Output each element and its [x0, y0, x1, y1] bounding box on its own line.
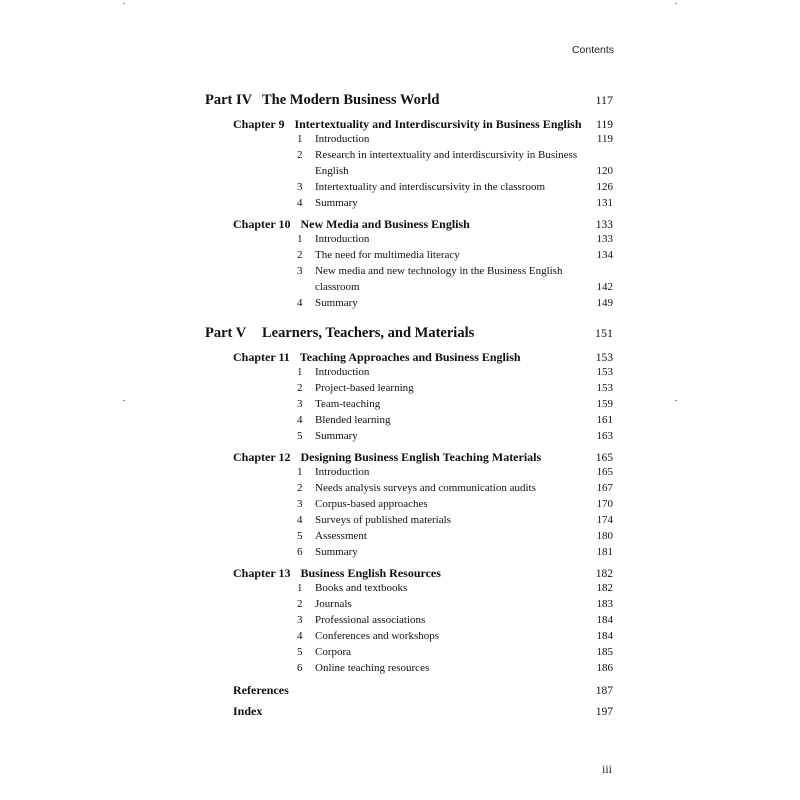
section-page-number: 184: [596, 630, 613, 642]
chapter-number: Chapter 10: [233, 217, 291, 231]
section-page-number: 184: [596, 614, 613, 626]
section-title: Introduction: [315, 133, 370, 145]
section-title: Introduction: [315, 233, 370, 245]
section-page-number: 185: [596, 646, 613, 658]
toc-section-row: [297, 149, 613, 164]
toc-section-row: [297, 514, 613, 529]
chapter-title: New Media and Business English: [300, 217, 470, 231]
section-title: Surveys of published materials: [315, 514, 451, 526]
section-number: 1: [297, 233, 303, 245]
section-page-number: 163: [596, 430, 613, 442]
toc-section-row: [297, 630, 613, 645]
toc-back-matter-row: [233, 704, 613, 720]
back-matter-title: References: [233, 683, 289, 697]
crop-mark: [123, 3, 125, 4]
section-page-number: 131: [596, 197, 613, 209]
toc-section-row: [297, 598, 613, 613]
section-title: Corpora: [315, 646, 352, 658]
toc-section-row: [297, 430, 613, 445]
toc-section-row: [297, 281, 613, 296]
toc-part-row: [205, 325, 613, 345]
crop-mark: [675, 3, 677, 4]
chapter-title: Business English Resources: [300, 566, 441, 580]
back-matter-page-number: 197: [595, 706, 613, 718]
toc-chapter-row: [233, 217, 613, 233]
toc-section-row: [297, 582, 613, 597]
section-page-number: 186: [596, 662, 613, 674]
section-number: 2: [297, 482, 303, 494]
section-title: Team-teaching: [315, 398, 381, 410]
section-page-number: 133: [596, 233, 613, 245]
section-page-number: 170: [596, 498, 613, 510]
section-number: 2: [297, 598, 303, 610]
part-number: Part IV: [205, 92, 253, 108]
section-number: 2: [297, 382, 303, 394]
section-page-number: 181: [596, 546, 613, 558]
section-title: Introduction: [315, 466, 370, 478]
toc-chapter-row: [233, 117, 613, 133]
section-title: Summary: [315, 430, 358, 442]
section-title: Corpus-based approaches: [315, 498, 428, 510]
section-title: Summary: [315, 197, 358, 209]
section-title: Introduction: [315, 366, 370, 378]
chapter-title: Designing Business English Teaching Materials: [300, 450, 542, 464]
section-title: English: [315, 165, 349, 177]
section-page-number: 180: [596, 530, 613, 542]
chapter-number: Chapter 13: [233, 566, 291, 580]
section-title: Conferences and workshops: [315, 630, 440, 642]
section-number: 1: [297, 366, 303, 378]
chapter-title: Teaching Approaches and Business English: [299, 350, 521, 364]
section-page-number: 142: [596, 281, 613, 293]
crop-mark: [123, 400, 125, 401]
section-page-number: 119: [596, 133, 613, 145]
section-page-number: 165: [596, 466, 613, 478]
toc-section-row: [297, 181, 613, 196]
section-number: 2: [297, 149, 303, 161]
toc-section-row: [297, 197, 613, 212]
toc-section-row: [297, 398, 613, 413]
part-title: The Modern Business World: [262, 92, 440, 108]
chapter-page-number: 133: [595, 219, 613, 231]
section-title: classroom: [315, 281, 360, 293]
section-title: Assessment: [315, 530, 367, 542]
section-number: 1: [297, 133, 303, 145]
toc-section-row: [297, 546, 613, 561]
section-number: 1: [297, 466, 303, 478]
section-title: Research in intertextuality and interdiscursivity in Business: [315, 149, 578, 161]
section-title: New media and new technology in the Business English: [315, 265, 563, 277]
section-page-number: 149: [596, 297, 613, 309]
toc-section-row: [297, 614, 613, 629]
section-number: 6: [297, 662, 303, 674]
toc-section-row: [297, 646, 613, 661]
chapter-page-number: 165: [595, 452, 613, 464]
toc-section-row: [297, 366, 613, 381]
section-number: 6: [297, 546, 303, 558]
back-matter-page-number: 187: [595, 685, 613, 697]
toc-section-row: [297, 382, 613, 397]
section-number: 5: [297, 530, 303, 542]
running-head: Contents: [571, 44, 614, 56]
section-number: 4: [297, 414, 303, 426]
section-title: Summary: [315, 546, 358, 558]
chapter-title: Intertextuality and Interdiscursivity in Business English: [294, 117, 582, 131]
section-page-number: 159: [596, 398, 613, 410]
section-number: 3: [297, 398, 303, 410]
section-number: 3: [297, 614, 303, 626]
section-title: Books and textbooks: [315, 582, 408, 594]
toc-section-row: [297, 414, 613, 429]
toc-section-row: [297, 466, 613, 481]
chapter-page-number: 119: [596, 119, 613, 131]
section-page-number: 182: [596, 582, 613, 594]
section-number: 5: [297, 646, 303, 658]
section-title: Blended learning: [315, 414, 391, 426]
section-title: Journals: [315, 598, 352, 610]
part-page-number: 117: [595, 93, 613, 107]
part-title: Learners, Teachers, and Materials: [262, 325, 475, 341]
chapter-number: Chapter 11: [233, 350, 290, 364]
toc-chapter-row: [233, 450, 613, 466]
toc-section-row: [297, 265, 613, 280]
toc-section-row: [297, 662, 613, 677]
chapter-number: Chapter 12: [233, 450, 291, 464]
section-page-number: 161: [596, 414, 613, 426]
toc-part-row: [205, 92, 613, 112]
part-number: Part V: [205, 325, 247, 341]
toc-section-row: [297, 165, 613, 180]
section-page-number: 183: [596, 598, 613, 610]
section-title: Needs analysis surveys and communication audits: [315, 482, 536, 494]
section-page-number: 126: [596, 181, 613, 193]
toc-chapter-row: [233, 350, 613, 366]
section-page-number: 134: [596, 249, 613, 261]
section-page-number: 167: [596, 482, 613, 494]
toc-section-row: [297, 133, 613, 148]
toc-chapter-row: [233, 566, 613, 582]
section-title: Summary: [315, 297, 358, 309]
back-matter-title: Index: [233, 704, 263, 718]
part-page-number: 151: [595, 326, 613, 340]
toc-section-row: [297, 498, 613, 513]
section-number: 4: [297, 630, 303, 642]
section-number: 1: [297, 582, 303, 594]
section-number: 4: [297, 197, 303, 209]
toc-section-row: [297, 530, 613, 545]
section-number: 2: [297, 249, 303, 261]
chapter-number: Chapter 9: [233, 117, 285, 131]
toc-section-row: [297, 482, 613, 497]
section-title: Intertextuality and interdiscursivity in the classroom: [315, 181, 546, 193]
toc-section-row: [297, 297, 613, 312]
crop-mark: [675, 400, 677, 401]
section-page-number: 120: [596, 165, 613, 177]
chapter-page-number: 153: [595, 352, 613, 364]
section-number: 3: [297, 181, 303, 193]
section-page-number: 174: [596, 514, 613, 526]
section-number: 3: [297, 265, 303, 277]
section-title: The need for multimedia literacy: [315, 249, 460, 261]
section-title: Professional associations: [315, 614, 426, 626]
chapter-page-number: 182: [595, 568, 613, 580]
toc-section-row: [297, 233, 613, 248]
section-page-number: 153: [596, 382, 613, 394]
section-number: 4: [297, 514, 303, 526]
section-number: 5: [297, 430, 303, 442]
section-number: 4: [297, 297, 303, 309]
toc-section-row: [297, 249, 613, 264]
section-title: Online teaching resources: [315, 662, 430, 674]
section-title: Project-based learning: [315, 382, 414, 394]
section-page-number: 153: [596, 366, 613, 378]
section-number: 3: [297, 498, 303, 510]
page-number: iii: [601, 762, 612, 776]
toc-back-matter-row: [233, 683, 613, 699]
